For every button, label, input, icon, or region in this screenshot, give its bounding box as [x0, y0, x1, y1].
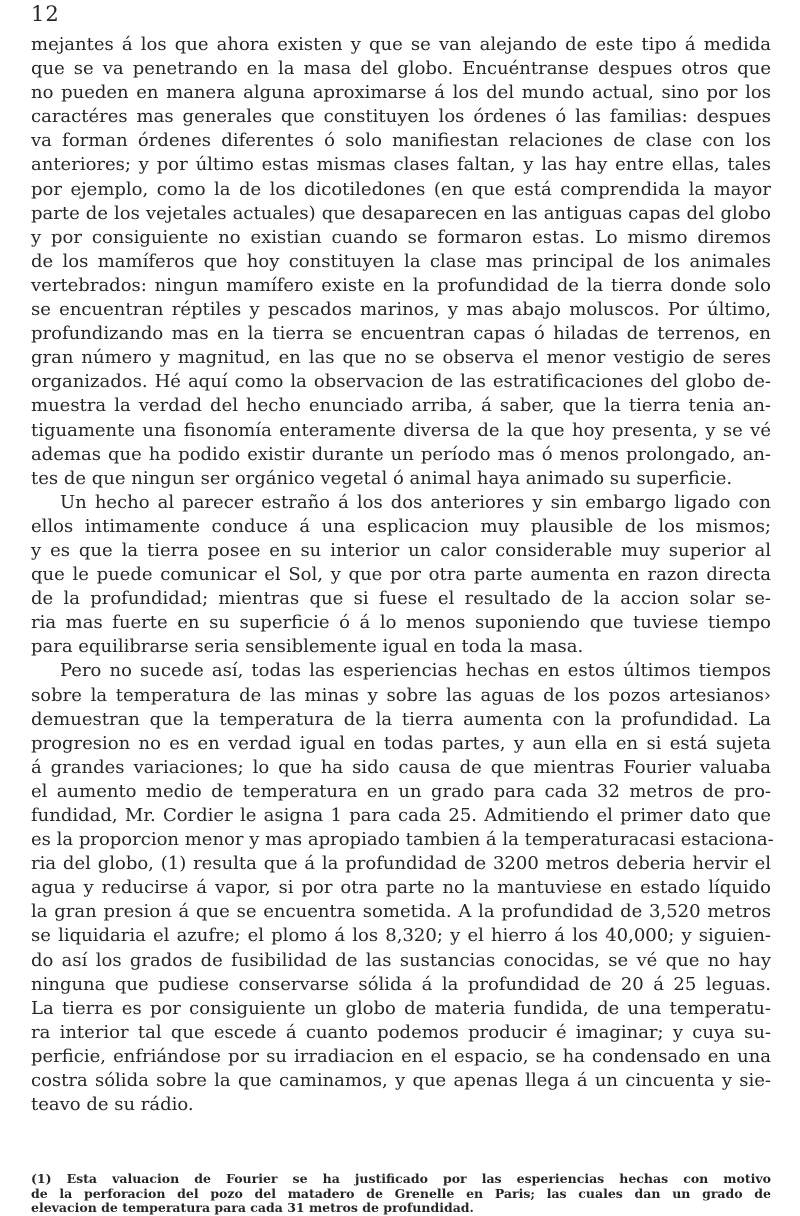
footnote-line: de la perforacion del pozo del matadero de Grenelle en Paris; las cuales dan un grado de — [31, 1185, 771, 1201]
text-line: parte de los vejetales actuales) que desaparecen en las antiguas capas del globo — [31, 202, 771, 224]
text-line: no pueden en manera alguna aproximarse á los del mundo actual, sino por los — [31, 82, 771, 104]
footnote-line: elevacion de temperatura para cada 31 metros de profundidad. — [31, 1200, 474, 1215]
text-line: el aumento medio de temperatura en un grado para cada 32 metros de pro- — [31, 780, 771, 802]
text-line: es la proporcion menor y mas apropiado tambien á la temperaturacasi estaciona- — [31, 829, 774, 851]
text-line: costra sólida sobre la que caminamos, y que apenas llega á un cincuenta y sie- — [31, 1070, 771, 1092]
text-line: la gran presion á que se encuentra sometida. A la profundidad de 3,520 metros — [31, 901, 771, 923]
text-line: ninguna que pudiese conservarse sólida á la profundidad de 20 á 25 leguas. — [31, 973, 771, 995]
footnote — [31, 1172, 771, 1216]
text-line: organizados. Hé aquí como la observacion de las estratificaciones del globo de- — [31, 371, 771, 393]
text-line: do así los grados de fusibilidad de las sustancias conocidas, se vé que no hay — [31, 949, 771, 971]
text-line: Pero no sucede así, todas las esperiencias hechas en estos últimos tiempos — [60, 660, 771, 682]
text-line: teavo de su rádio. — [31, 1094, 194, 1116]
paragraph-1 — [31, 33, 771, 491]
text-line: progresion no es en verdad igual en todas partes, y aun ella en si está sujeta — [31, 732, 771, 754]
text-line: La tierra es por consiguiente un globo de materia fundida, de una temperatu- — [31, 997, 771, 1019]
text-line: ellos intimamente conduce á una esplicacion muy plausible de los mismos; — [31, 515, 771, 537]
page-number: 12 — [31, 2, 60, 26]
text-line: que se va penetrando en la masa del globo. Encuéntranse despues otros que — [31, 58, 771, 80]
text-line: gran número y magnitud, en las que no se observa el menor vestigio de seres — [31, 347, 771, 369]
text-line: por ejemplo, como la de los dicotiledones (en que está comprendida la mayor — [31, 178, 771, 200]
text-line: va forman órdenes diferentes ó solo manifiestan relaciones de clase con los — [31, 130, 771, 152]
body-text — [31, 33, 774, 1117]
text-line: muestra la verdad del hecho enunciado arriba, á saber, que la tierra tenia an- — [31, 395, 771, 417]
paragraph-3 — [31, 659, 774, 1117]
text-line: á grandes variaciones; lo que ha sido causa de que mientras Fourier valuaba — [31, 756, 771, 778]
text-line: Un hecho al parecer estraño á los dos anteriores y sin embargo ligado con — [60, 491, 771, 513]
text-line: y es que la tierra posee en su interior un calor considerable muy superior al — [31, 539, 771, 561]
text-line: agua y reducirse á vapor, si por otra parte no la mantuviese en estado líquido — [31, 877, 771, 899]
text-line: sobre la temperatura de las minas y sobre las aguas de los pozos artesianos› — [31, 684, 771, 706]
text-line: ria mas fuerte en su superficie ó á lo menos suponiendo que tuviese tiempo — [31, 612, 771, 634]
text-line: vertebrados: ningun mamífero existe en la profundidad de la tierra donde solo — [31, 274, 771, 296]
text-line: y por consiguiente no existian cuando se formaron estas. Lo mismo diremos — [31, 226, 771, 248]
text-line: ria del globo, (1) resulta que á la profundidad de 3200 metros deberia hervir el — [31, 853, 771, 875]
text-line: ademas que ha podido existir durante un período mas ó menos prolongado, an- — [31, 443, 771, 465]
text-line: se encuentran réptiles y pescados marinos, y mas abajo moluscos. Por último, — [31, 299, 771, 321]
text-line: tes de que ningun ser orgánico vegetal ó animal haya animado su superficie. — [31, 467, 733, 489]
text-line: ra interior tal que escede á cuanto podemos producir é imaginar; y cuya su- — [31, 1021, 771, 1043]
paragraph-2 — [31, 491, 771, 660]
text-line: caractéres mas generales que constituyen los órdenes ó las familias: despues — [31, 106, 771, 128]
text-line: que le puede comunicar el Sol, y que por otra parte aumenta en razon directa — [31, 564, 771, 586]
text-line: perficie, enfriándose por su irradiacion en el espacio, se ha condensado en una — [31, 1045, 771, 1067]
footnote-line: (1) Esta valuacion de Fourier se ha justificado por las esperiencias hechas con motivo — [31, 1171, 771, 1186]
text-line: fundidad, Mr. Cordier le asigna 1 para cada 25. Admitiendo el primer dato que — [31, 805, 771, 826]
text-line: tiguamente una fisonomía enteramente diversa de la que hoy presenta, y se vé — [31, 419, 771, 441]
text-line: profundizando mas en la tierra se encuentran capas ó hiladas de terrenos, en — [31, 323, 771, 345]
text-line: mejantes á los que ahora existen y que se van alejando de este tipo á medida — [31, 34, 771, 55]
text-line: demuestran que la temperatura de la tierra aumenta con la profundidad. La — [31, 708, 771, 730]
text-line: para equilibrarse seria sensiblemente igual en toda la masa. — [31, 636, 584, 658]
text-line: anteriores; y por último estas mismas clases faltan, y las hay entre ellas, tales — [31, 154, 771, 176]
text-line: de los mamíferos que hoy constituyen la clase mas principal de los animales — [31, 250, 771, 272]
text-line: de la profundidad; mientras que si fuese el resultado de la accion solar se- — [31, 588, 771, 610]
text-line: se liquidaria el azufre; el plomo á los 8,320; y el hierro á los 40,000; y siguien- — [31, 925, 771, 947]
